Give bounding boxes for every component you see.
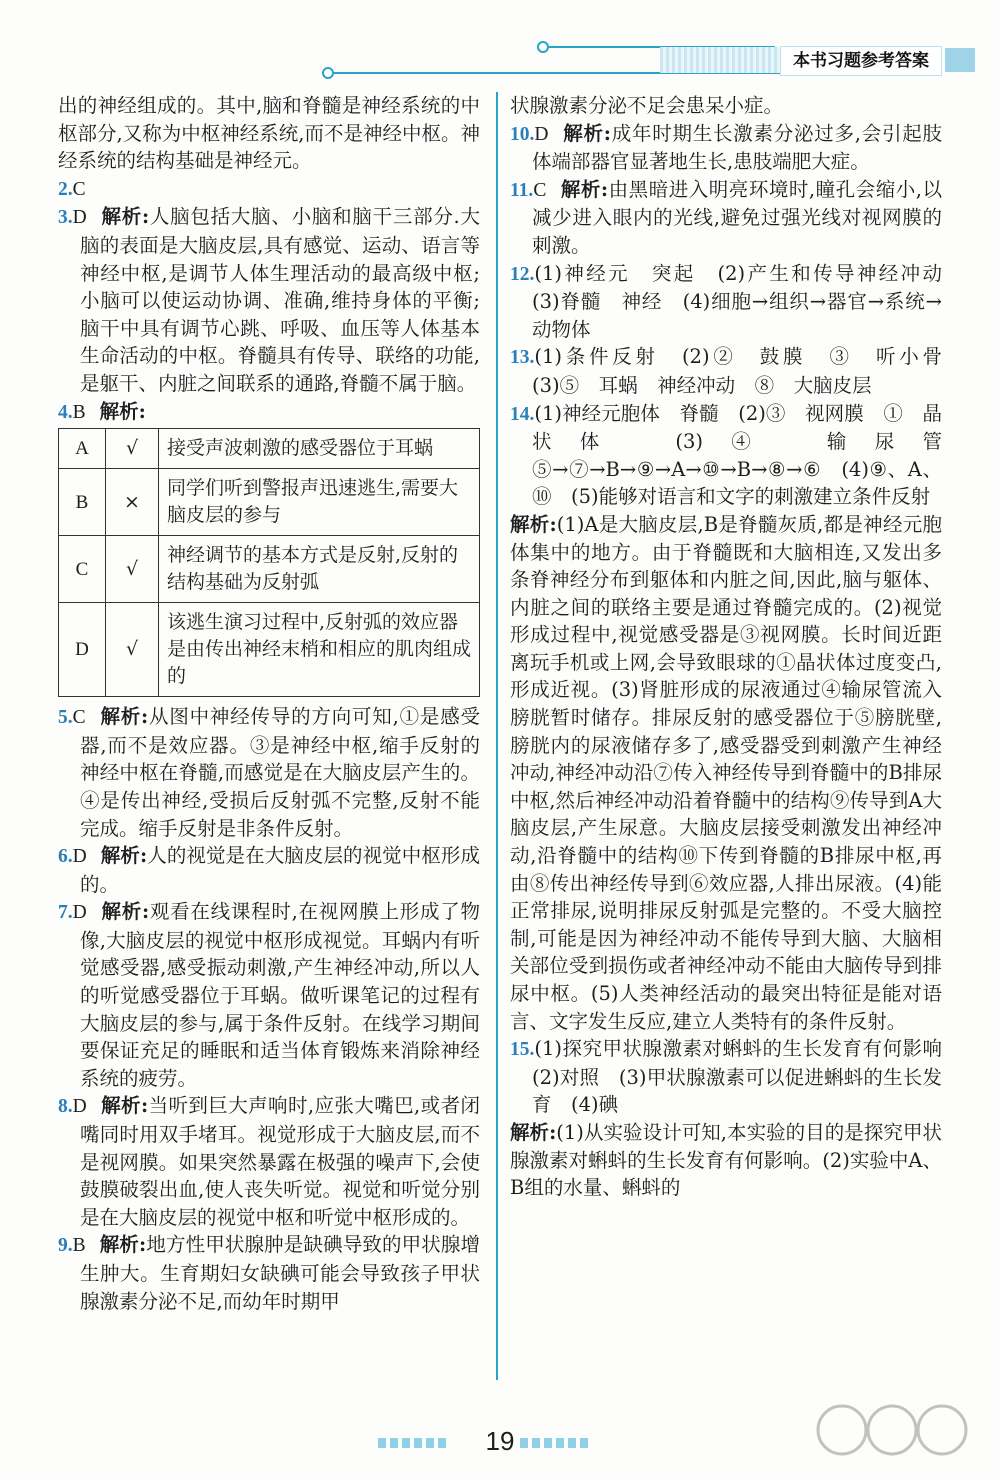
answer-10: 10.D 解析:成年时期生长激素分泌过多,会引起肢体端部器官显著地生长,患肢端肥大症。 [510,121,942,174]
answer-3: 3.D 解析:人脑包括大脑、小脑和脑干三部分.大脑的表面是大脑皮层,具有感觉、运动、语言等神经中枢,是调节人体生理活动的最高级中枢;小脑可以使运动协调、准确,维持身体的平衡;脑干中具有调节心跳、呼吸、血压等人体基本生命活动的中枢。脊髓具有传导、联络的功能,是躯干、内脏之间联系的通路,脊髓不属于脑。 [58,205,480,395]
table-row: B × 同学们听到警报声迅速逃生,需要大脑皮层的参与 [59,469,480,536]
answer-8: 8.D 解析:当听到巨大声响时,应张大嘴巴,或者闭嘴同时用双手堵耳。视觉形成于大脑皮层,而不是视网膜。如果突然暴露在极强的噪声下,会使鼓膜破裂出血,使人丧失听觉。视觉和听觉分别是在大脑皮层的视觉中枢和听觉中枢形成的。 [58,1094,480,1229]
answer-15: 15.(1)探究甲状腺激素对蝌蚪的生长发育有何影响 (2)对照 (3)甲状腺激素可以促进蝌蚪的生长发育 (4)碘 [510,1037,962,1117]
intro-text: 出的神经组成的。其中,脑和脊髓是神经系统的中枢部分,又称为中枢神经系统,而不是神经中枢。神经系统的结构基础是神经元。 [58,94,480,173]
answer-13: 13.(1)条件反射 (2)② 鼓膜 ③ 听小骨 (3)⑤ 耳蜗 神经冲动 ⑧ 大脑皮层 [510,345,962,397]
table-row: D √ 该逃生演习过程中,反射弧的效应器是由传出神经末梢和相应的肌肉组成的 [59,603,480,697]
watermark-logo [802,1398,982,1468]
header-dot [322,67,334,79]
answer-11: 11.C 解析:由黑暗进入明亮环境时,瞳孔会缩小,以减少进入眼内的光线,避免过强光线对视网膜的刺激。 [510,177,942,257]
column-divider [496,92,498,1380]
answer-5: 5.C 解析:从图中神经传导的方向可知,①是感受器,而不是效应器。③是神经中枢,缩手反射的神经中枢在脊髓,而感觉是在大脑皮层产生的。④是传出神经,受损后反射弧不完整,反射不能完成。缩手反射是非条件反射。 [58,705,480,840]
answer-14: 14.(1)神经元胞体 脊髓 (2)③ 视网膜 ① 晶状体 (3)④ 输尿管 ⑤→⑦→B→⑨→A→⑩→B→⑧→⑥ (4)⑨、A、⑩ (5)能够对语言和文字的刺激建立条件反射 [510,401,962,509]
answer-6: 6.D 解析:人的视觉是在大脑皮层的视觉中枢形成的。 [58,844,480,896]
page-number: 19 [485,1426,515,1456]
header-tail [945,48,975,72]
answer-12: 12.(1)神经元 突起 (2)产生和传导神经冲动 (3)脊髓 神经 (4)细胞→组织→器官→系统→动物体 [510,261,962,341]
continued-text: 状腺激素分泌不足会患呆小症。 [510,94,784,117]
right-column [510,92,962,1202]
analysis-table [58,428,480,697]
answer-4: 4.B 解析: [58,399,146,423]
analysis-14: 解析:(1)A是大脑皮层,B是脊髓灰质,都是神经元胞体集中的地方。由于脊髓既和大脑相连,又发出多条脊神经分布到躯体和内脏之间,因此,脑与躯体、内脏之间的联络主要是通过脊髓完成的。(2)视觉形成过程中,视觉感受器是③视网膜。长时间近距离玩手机或上网,会导致眼球的①晶状体过度变凸,形成近视。(3)肾脏形成的尿液通过④输尿管流入膀胱暂时储存。排尿反射的感受器位于⑤膀胱壁,膀胱内的尿液储存多了,感受器受到刺激产生神经冲动,神经冲动沿⑦传入神经传导到脊髓中的B排尿中枢,然后神经冲动沿着脊髓中的结构⑨传导到A大脑皮层,产生尿意。大脑皮层接受刺激发出神经冲动,沿脊髓中的结构⑩下传到脊髓的B排尿中枢,再由⑧传出神经传导到⑥效应器,人排出尿液。(4)能正常排尿,说明排尿反射弧是完整的。不受大脑控制,可能是因为神经冲动不能传导到大脑、大脑相关部位受到损伤或者神经冲动不能由大脑传导到排尿中枢。(5)人类神经活动的最突出特征是能对语言、文字发生反应,建立人类特有的条件反射。 [510,512,942,1033]
header-band [660,47,780,73]
left-column [58,92,480,1315]
answer-9: 9.B 解析:地方性甲状腺肿是缺碘导致的甲状腺增生肿大。生育期妇女缺碘可能会导致孩子甲状腺激素分泌不足,而幼年时期甲 [58,1233,480,1313]
answer-2: 2.C [58,178,86,200]
header-title: 本书习题参考答案 [780,46,942,76]
answer-7: 7.D 解析:观看在线课程时,在视网膜上形成了物像,大脑皮层的视觉中枢形成视觉。耳蜗内有听觉感受器,感受振动刺激,产生神经冲动,所以人的听觉感受器位于耳蜗。做听课笔记的过程有大脑皮层的参与,属于条件反射。在线学习期间要保证充足的睡眠和适当体育锻炼来消除神经系统的疲劳。 [58,900,480,1090]
header-dot [537,41,549,53]
footer-decoration-right [520,1438,590,1448]
analysis-15: 解析:(1)从实验设计可知,本实验的目的是探究甲状腺激素对蝌蚪的生长发育有何影响。(2)实验中A、B组的水量、蝌蚪的 [510,1120,942,1200]
table-row: C √ 神经调节的基本方式是反射,反射的结构基础为反射弧 [59,536,480,603]
table-row: A √ 接受声波刺激的感受器位于耳蜗 [59,429,480,469]
